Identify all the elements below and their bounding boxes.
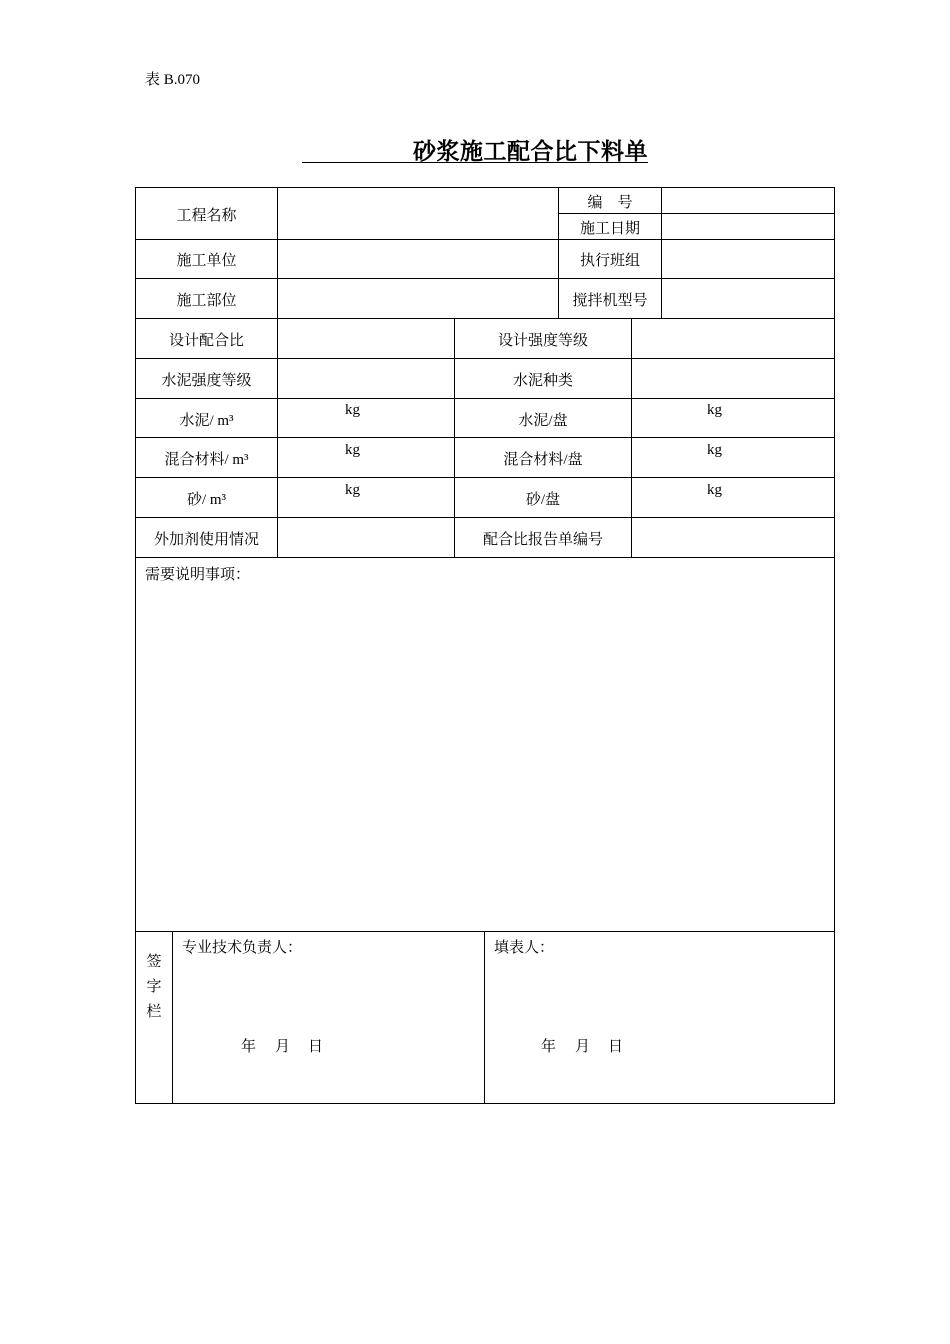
signature-area-tech-lead[interactable]: [176, 958, 482, 1038]
unit-kg: kg: [345, 442, 360, 458]
unit-kg: kg: [345, 482, 360, 498]
input-construction-unit[interactable]: [279, 241, 558, 278]
col-divider: [277, 188, 278, 318]
label-sand-per-batch: 砂/盘: [525, 492, 561, 508]
label-project-name: 工程名称: [176, 208, 237, 224]
unit-kg: kg: [707, 442, 722, 458]
input-work-team[interactable]: [663, 241, 835, 278]
unit-kg: kg: [345, 402, 360, 418]
row-divider: [136, 477, 835, 478]
notes-area[interactable]: [138, 586, 833, 929]
date-month: 月: [275, 1039, 291, 1055]
row-divider: [136, 278, 835, 279]
signature-area-filler[interactable]: [488, 958, 833, 1038]
signature-char: 签: [146, 954, 162, 970]
label-design-strength-grade: 设计强度等级: [497, 333, 588, 349]
label-construction-date: 施工日期: [579, 221, 640, 237]
label-construction-unit: 施工单位: [176, 253, 237, 269]
input-additive-usage[interactable]: [279, 519, 454, 557]
input-construction-part[interactable]: [279, 280, 558, 318]
input-construction-date[interactable]: [663, 215, 835, 239]
date-month: 月: [575, 1039, 591, 1055]
row-divider: [136, 557, 835, 558]
row-divider: [136, 517, 835, 518]
row-divider: [136, 437, 835, 438]
input-design-strength-grade[interactable]: [633, 320, 835, 358]
input-cement-strength-grade[interactable]: [279, 360, 454, 398]
input-cement-type[interactable]: [633, 360, 835, 398]
date-year: 年: [541, 1039, 557, 1055]
form-table: [135, 187, 835, 1104]
row-divider: [136, 358, 835, 359]
label-design-ratio: 设计配合比: [168, 333, 244, 349]
form-number: 表 B.070: [145, 72, 201, 88]
row-divider: [136, 931, 835, 932]
unit-kg: kg: [707, 482, 722, 498]
row-divider: [136, 398, 835, 399]
col-divider: [661, 188, 662, 318]
label-cement-type: 水泥种类: [512, 373, 573, 389]
signature-char: 栏: [146, 1004, 162, 1020]
input-design-ratio[interactable]: [279, 320, 454, 358]
row-divider: [558, 213, 835, 214]
col-divider: [631, 318, 632, 557]
label-additive-usage: 外加剂使用情况: [153, 532, 259, 548]
unit-kg: kg: [707, 402, 722, 418]
label-work-team: 执行班组: [579, 253, 640, 269]
signature-section-label: [136, 950, 172, 1025]
label-cement-per-m3: 水泥/ m³: [179, 413, 234, 429]
label-sand-per-m3: 砂/ m³: [186, 492, 227, 508]
date-day: 日: [608, 1039, 624, 1055]
input-serial-no[interactable]: [663, 189, 835, 213]
input-ratio-report-no[interactable]: [633, 519, 835, 557]
date-day: 日: [308, 1039, 324, 1055]
col-divider: [484, 931, 485, 1104]
col-divider: [277, 318, 278, 557]
notes-label: 需要说明事项：: [145, 567, 251, 583]
col-divider: [172, 931, 173, 1104]
label-construction-part: 施工部位: [176, 293, 237, 309]
col-divider: [454, 318, 455, 557]
label-ratio-report-no: 配合比报告单编号: [482, 532, 603, 548]
row-divider: [136, 318, 835, 319]
date-year: 年: [241, 1039, 257, 1055]
label-serial-no: 编 号: [587, 195, 633, 211]
label-admix-per-batch: 混合材料/盘: [503, 452, 583, 468]
title-underline: [302, 133, 648, 163]
label-filler: 填表人：: [494, 940, 555, 956]
page-title: 砂浆施工配合比下料单: [413, 139, 648, 164]
label-tech-lead: 专业技术负责人：: [182, 940, 303, 956]
signature-char: 字: [146, 979, 162, 995]
label-cement-strength-grade: 水泥强度等级: [161, 373, 252, 389]
label-mixer-model: 搅拌机型号: [572, 293, 648, 309]
label-admix-per-m3: 混合材料/ m³: [164, 452, 249, 468]
label-cement-per-batch: 水泥/盘: [518, 413, 568, 429]
input-project-name[interactable]: [279, 190, 558, 238]
input-mixer-model[interactable]: [663, 280, 835, 318]
row-divider: [136, 239, 835, 240]
